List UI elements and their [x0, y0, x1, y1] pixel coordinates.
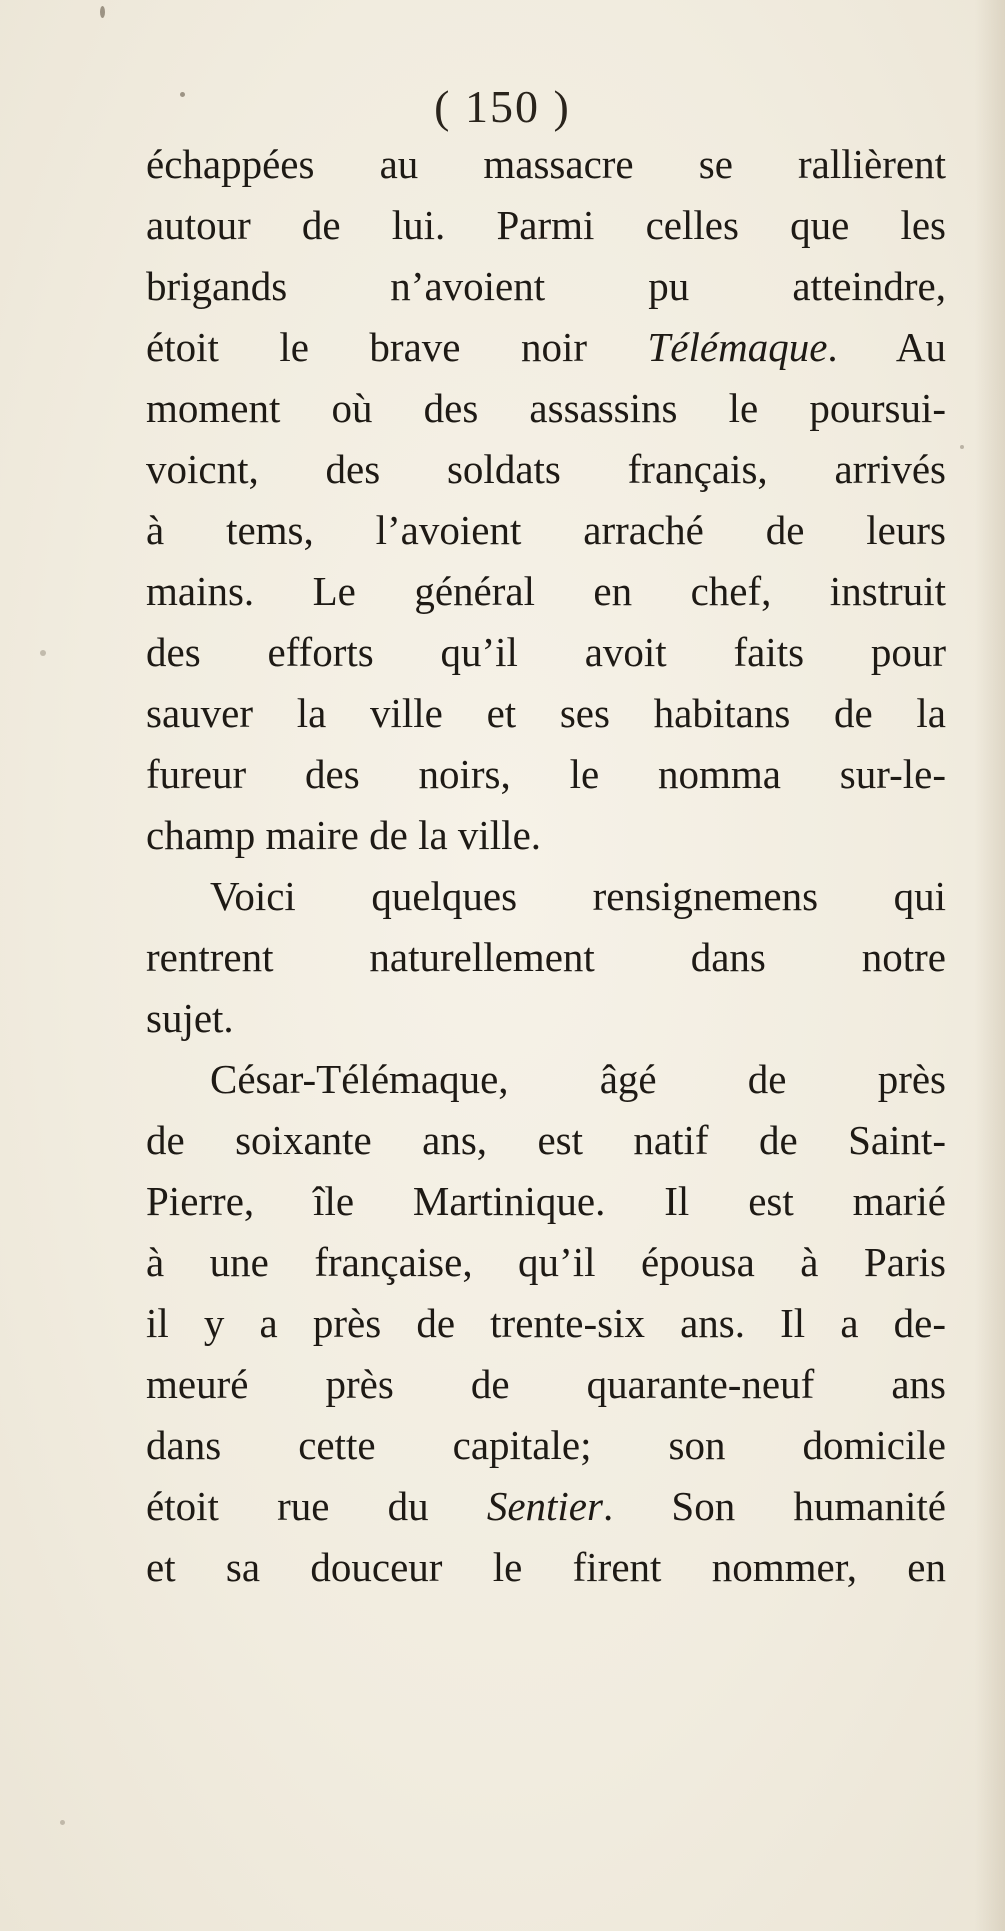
text-line-segment: à une française, qu’il épousa à Paris	[146, 1239, 946, 1285]
italic-term: Télémaque	[647, 324, 828, 370]
text-line	[146, 561, 946, 622]
text-line	[146, 1476, 946, 1537]
text-line	[146, 866, 946, 927]
text-line-segment: Voici quelques rensignemens qui	[210, 873, 946, 919]
text-line	[146, 927, 946, 988]
text-line-segment: mains. Le général en chef, instruit	[146, 568, 946, 614]
text-line-segment: il y a près de trente-six ans. Il a de-	[146, 1300, 946, 1346]
text-line	[146, 317, 946, 378]
text-line	[146, 1171, 946, 1232]
page-number: ( 150 )	[434, 81, 571, 132]
text-line-segment: . Son humanité	[602, 1483, 946, 1529]
text-line	[146, 622, 946, 683]
body-text	[146, 134, 946, 1598]
text-line	[146, 378, 946, 439]
ink-speck	[960, 445, 964, 449]
text-line	[146, 744, 946, 805]
text-line	[146, 805, 946, 866]
text-line-segment: rentrent naturellement dans notre	[146, 934, 946, 980]
text-line-segment: meuré près de quarante-neuf ans	[146, 1361, 946, 1407]
text-line-segment: et sa douceur le firent nommer, en	[146, 1544, 946, 1590]
text-line-segment: César-Télémaque, âgé de près	[210, 1056, 946, 1102]
text-line	[146, 683, 946, 744]
text-line	[146, 439, 946, 500]
text-line	[146, 500, 946, 561]
ink-speck	[40, 650, 46, 656]
text-line-segment: Pierre, île Martinique. Il est marié	[146, 1178, 946, 1224]
text-line	[146, 1110, 946, 1171]
text-line	[146, 1354, 946, 1415]
ink-speck	[60, 1820, 65, 1825]
text-line	[146, 134, 946, 195]
text-line-segment: . Au	[827, 324, 946, 370]
page-gutter-shadow	[975, 0, 1005, 1931]
text-line	[146, 988, 946, 1049]
text-line-segment: des efforts qu’il avoit faits pour	[146, 629, 946, 675]
text-line	[146, 1049, 946, 1110]
text-line	[146, 1537, 946, 1598]
italic-term: Sentier	[486, 1483, 603, 1529]
text-line	[146, 256, 946, 317]
text-line-segment: de soixante ans, est natif de Saint-	[146, 1117, 946, 1163]
text-line-segment: échappées au massacre se rallièrent	[146, 141, 946, 187]
text-line-segment: brigands n’avoient pu atteindre,	[146, 263, 946, 309]
text-line-segment: voicnt, des soldats français, arrivés	[146, 446, 946, 492]
text-line-segment: fureur des noirs, le nomma sur-le-	[146, 751, 946, 797]
text-line-segment: dans cette capitale; son domicile	[146, 1422, 946, 1468]
text-line-segment: sujet.	[146, 995, 234, 1041]
text-line	[146, 195, 946, 256]
text-line-segment: étoit rue du	[146, 1483, 487, 1529]
text-line-segment: à tems, l’avoient arraché de leurs	[146, 507, 946, 553]
text-line-segment: autour de lui. Parmi celles que les	[146, 202, 946, 248]
text-line-segment: moment où des assassins le poursui-	[146, 385, 946, 431]
ink-speck	[100, 6, 105, 18]
text-line	[146, 1293, 946, 1354]
text-line	[146, 1232, 946, 1293]
text-line-segment: sauver la ville et ses habitans de la	[146, 690, 946, 736]
text-line	[146, 1415, 946, 1476]
text-line-segment: champ maire de la ville.	[146, 812, 542, 858]
ink-speck	[180, 92, 185, 97]
text-line-segment: étoit le brave noir	[146, 324, 648, 370]
